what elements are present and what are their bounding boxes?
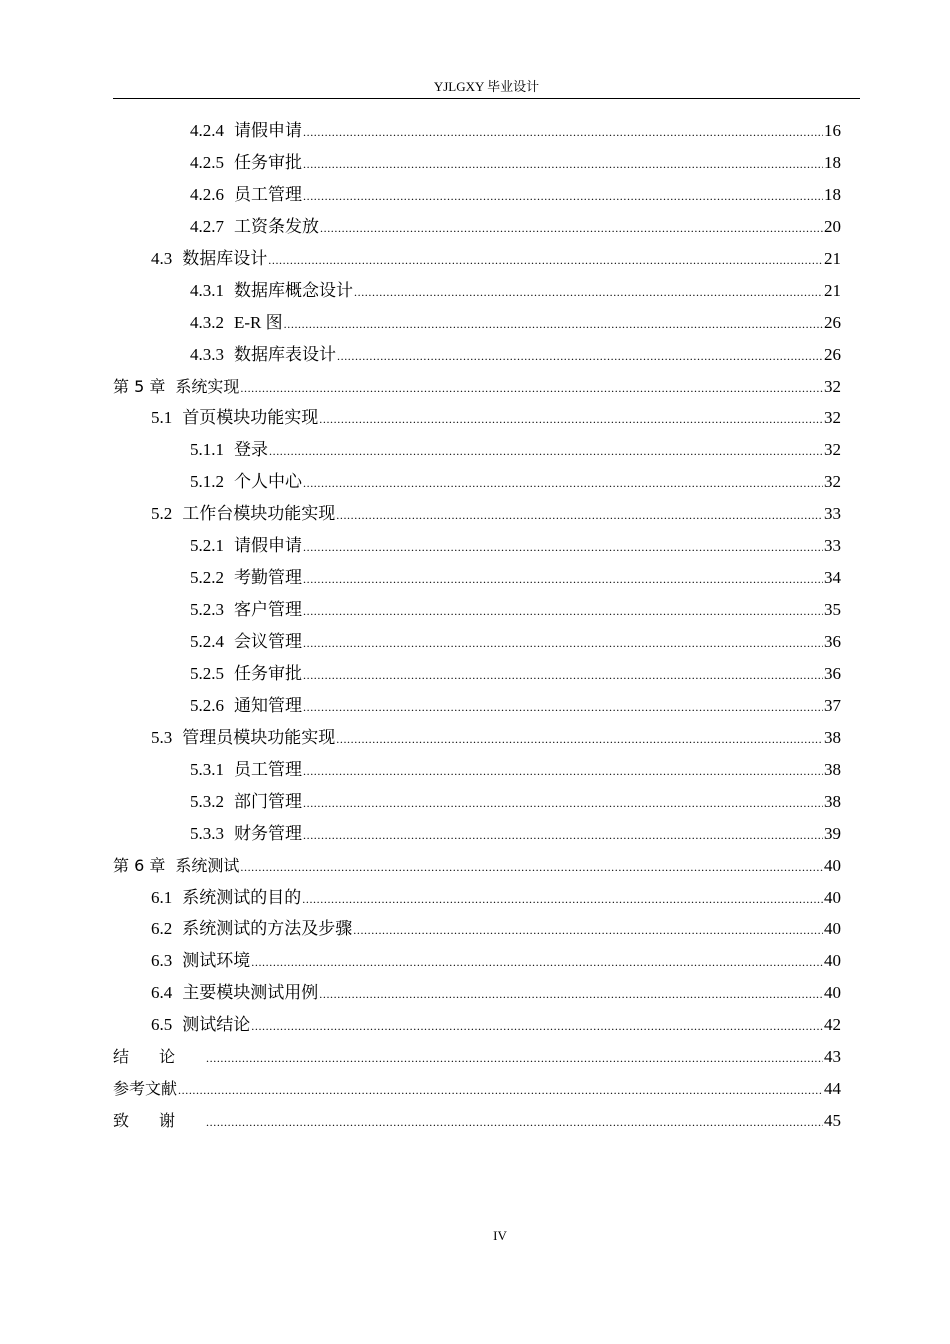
toc-entry-page: 20 (824, 216, 841, 236)
toc-dot-leader (336, 724, 823, 756)
toc-entry-title: 客户管理 (234, 600, 302, 620)
toc-entry-number: 6.4 (151, 983, 173, 1003)
toc-entry[interactable] (113, 754, 841, 786)
toc-entry[interactable] (113, 913, 841, 945)
toc-entry-page: 39 (824, 823, 841, 843)
toc-entry[interactable] (113, 498, 841, 530)
toc-entry-number: 5.1.1 (190, 440, 224, 460)
toc-entry-title: 任务审批 (234, 152, 302, 172)
toc-entry-number: 4.3.2 (190, 312, 224, 332)
toc-entry[interactable] (113, 275, 841, 307)
toc-entry-number: 第 6 章 (113, 855, 166, 875)
toc-entry[interactable] (113, 1073, 841, 1105)
toc-entry-page: 37 (824, 695, 841, 715)
toc-entry-number: 4.3.1 (190, 280, 224, 300)
toc-dot-leader (178, 1075, 823, 1107)
toc-entry-page: 18 (824, 184, 841, 204)
toc-entry-page: 32 (824, 376, 841, 396)
toc-entry-number: 4.2.4 (190, 121, 224, 140)
toc-entry[interactable] (113, 882, 841, 914)
toc-dot-leader (240, 852, 823, 884)
toc-dot-leader (354, 277, 823, 309)
toc-entry-title: 请假申请 (234, 536, 302, 556)
toc-entry-page: 21 (824, 248, 841, 268)
toc-entry-title: E-R 图 (234, 312, 283, 332)
toc-dot-leader (240, 373, 823, 405)
toc-entry-number: 第 5 章 (113, 376, 166, 396)
toc-entry-title: 致谢 (113, 1111, 206, 1131)
toc-entry-title: 请假申请 (234, 121, 302, 140)
toc-entry-page: 40 (824, 887, 841, 907)
toc-entry-page: 18 (824, 152, 841, 172)
toc-entry-title: 员工管理 (234, 184, 302, 204)
toc-dot-leader (303, 468, 823, 500)
toc-entry-number: 6.5 (151, 1015, 173, 1035)
toc-dot-leader (319, 404, 823, 436)
toc-entry-title: 管理员模块功能实现 (182, 727, 336, 747)
toc-dot-leader (320, 213, 823, 245)
toc-entry-number: 5.2.6 (190, 695, 224, 715)
toc-entry[interactable] (113, 1041, 841, 1073)
toc-entry[interactable] (113, 594, 841, 626)
toc-entry-title: 主要模块测试用例 (182, 983, 319, 1003)
toc-entry[interactable] (113, 371, 841, 403)
toc-entry-page: 40 (824, 855, 841, 875)
toc-entry[interactable] (113, 562, 841, 594)
toc-entry-page: 42 (824, 1015, 841, 1035)
toc-entry-page: 43 (824, 1047, 841, 1067)
toc-entry-number: 6.2 (151, 919, 173, 939)
toc-entry-page: 32 (824, 440, 841, 460)
toc-entry-page: 34 (824, 568, 841, 588)
toc-entry[interactable] (113, 434, 841, 466)
toc-entry[interactable] (113, 147, 841, 179)
table-of-contents (113, 115, 841, 1137)
toc-entry-number: 6.3 (151, 951, 173, 971)
toc-entry-page: 35 (824, 600, 841, 620)
toc-entry[interactable] (113, 850, 841, 882)
toc-entry-title: 员工管理 (234, 759, 302, 779)
toc-entry-page: 16 (824, 121, 841, 140)
toc-entry-number: 5.3.1 (190, 759, 224, 779)
toc-entry-number: 5.2.4 (190, 632, 224, 651)
toc-dot-leader (251, 947, 823, 979)
toc-entry[interactable] (113, 690, 841, 722)
toc-entry-title: 会议管理 (234, 632, 302, 651)
toc-entry-title: 数据库表设计 (234, 344, 336, 364)
toc-entry-page: 26 (824, 312, 841, 332)
toc-entry-number: 4.3 (151, 248, 173, 268)
toc-entry[interactable] (113, 307, 841, 339)
toc-entry-number: 5.2 (151, 504, 173, 524)
toc-dot-leader (284, 309, 823, 341)
toc-entry-title: 系统实现 (175, 376, 240, 396)
toc-entry-number: 5.1.2 (190, 472, 224, 492)
toc-entry[interactable] (113, 786, 841, 818)
toc-entry[interactable] (113, 945, 841, 977)
toc-entry-title: 考勤管理 (234, 568, 302, 588)
toc-entry-number: 6.1 (151, 887, 173, 907)
toc-entry-page: 40 (824, 951, 841, 971)
toc-dot-leader (303, 532, 823, 564)
toc-entry-page: 38 (824, 727, 841, 747)
toc-dot-leader (206, 1043, 823, 1075)
toc-entry-title: 参考文献 (113, 1079, 178, 1099)
toc-dot-leader (353, 915, 823, 947)
toc-entry-number: 4.2.6 (190, 184, 224, 204)
toc-entry-number: 5.3.2 (190, 791, 224, 811)
toc-entry-title: 测试环境 (182, 951, 251, 971)
toc-entry[interactable] (113, 402, 841, 434)
toc-entry[interactable] (113, 179, 841, 211)
toc-entry-number: 5.1 (151, 408, 173, 428)
toc-dot-leader (303, 788, 823, 820)
toc-entry-page: 33 (824, 504, 841, 524)
toc-entry[interactable] (113, 626, 841, 658)
toc-entry-page: 32 (824, 408, 841, 428)
toc-entry-page: 45 (824, 1111, 841, 1131)
toc-entry[interactable] (113, 818, 841, 850)
toc-entry-title: 登录 (234, 440, 268, 460)
toc-entry-page: 36 (824, 663, 841, 683)
toc-entry-title: 工作台模块功能实现 (182, 504, 336, 524)
toc-entry-number: 5.2.5 (190, 663, 224, 683)
toc-dot-leader (319, 979, 823, 1011)
page-header (113, 78, 860, 99)
toc-dot-leader (303, 181, 823, 213)
toc-dot-leader (303, 660, 823, 692)
toc-entry-page: 44 (824, 1079, 841, 1099)
toc-entry-page: 32 (824, 472, 841, 492)
toc-dot-leader (269, 436, 823, 468)
toc-entry-page: 21 (824, 280, 841, 300)
toc-entry[interactable] (113, 1009, 841, 1041)
toc-dot-leader (303, 564, 823, 596)
toc-entry-title: 测试结论 (182, 1015, 251, 1035)
toc-dot-leader (303, 820, 823, 852)
toc-entry-title: 通知管理 (234, 695, 302, 715)
toc-dot-leader (302, 884, 823, 916)
toc-entry-title: 首页模块功能实现 (182, 408, 319, 428)
header-title: YJLGXY 毕业设计 (433, 79, 540, 94)
toc-entry-page: 40 (824, 983, 841, 1003)
toc-entry[interactable] (113, 115, 841, 147)
toc-entry[interactable] (113, 722, 841, 754)
toc-entry-number: 5.2.2 (190, 568, 224, 588)
toc-dot-leader (303, 117, 823, 149)
toc-entry-title: 任务审批 (234, 663, 302, 683)
toc-entry-page: 26 (824, 344, 841, 364)
toc-entry-number: 4.3.3 (190, 344, 224, 364)
toc-entry-number: 5.3.3 (190, 823, 224, 843)
page-footer (0, 1228, 950, 1244)
toc-entry-title: 系统测试的方法及步骤 (182, 919, 353, 939)
toc-entry-page: 38 (824, 759, 841, 779)
toc-entry[interactable] (113, 211, 841, 243)
toc-entry-title: 部门管理 (234, 791, 302, 811)
toc-entry-title: 数据库设计 (182, 248, 268, 268)
toc-entry-number: 5.2.1 (190, 536, 224, 556)
toc-entry-number: 5.2.3 (190, 600, 224, 620)
toc-entry-title: 系统测试 (175, 855, 240, 875)
toc-entry-title: 工资条发放 (234, 216, 319, 236)
toc-entry-number: 4.2.5 (190, 152, 224, 172)
toc-dot-leader (303, 596, 823, 628)
toc-entry[interactable] (113, 466, 841, 498)
toc-dot-leader (303, 692, 823, 724)
toc-entry-page: 33 (824, 536, 841, 556)
toc-entry-page: 40 (824, 919, 841, 939)
toc-dot-leader (303, 756, 823, 788)
toc-dot-leader (336, 500, 823, 532)
toc-entry-number: 4.2.7 (190, 216, 224, 236)
toc-entry[interactable] (113, 658, 841, 690)
toc-entry-number: 5.3 (151, 727, 173, 747)
toc-entry-title: 数据库概念设计 (234, 280, 353, 300)
toc-entry-title: 系统测试的目的 (182, 887, 302, 907)
toc-entry-page: 36 (824, 632, 841, 651)
toc-dot-leader (251, 1011, 823, 1043)
toc-entry[interactable] (113, 977, 841, 1009)
toc-entry[interactable] (113, 339, 841, 371)
toc-entry[interactable] (113, 243, 841, 275)
toc-dot-leader (303, 628, 823, 660)
toc-entry-page: 38 (824, 791, 841, 811)
toc-entry-title: 结论 (113, 1047, 206, 1067)
toc-dot-leader (206, 1107, 823, 1139)
toc-dot-leader (337, 341, 823, 373)
toc-entry[interactable] (113, 530, 841, 562)
page-number: IV (493, 1228, 507, 1243)
toc-dot-leader (303, 149, 823, 181)
toc-dot-leader (268, 245, 823, 277)
toc-entry-title: 个人中心 (234, 472, 302, 492)
toc-entry[interactable] (113, 1105, 841, 1137)
toc-entry-title: 财务管理 (234, 823, 302, 843)
